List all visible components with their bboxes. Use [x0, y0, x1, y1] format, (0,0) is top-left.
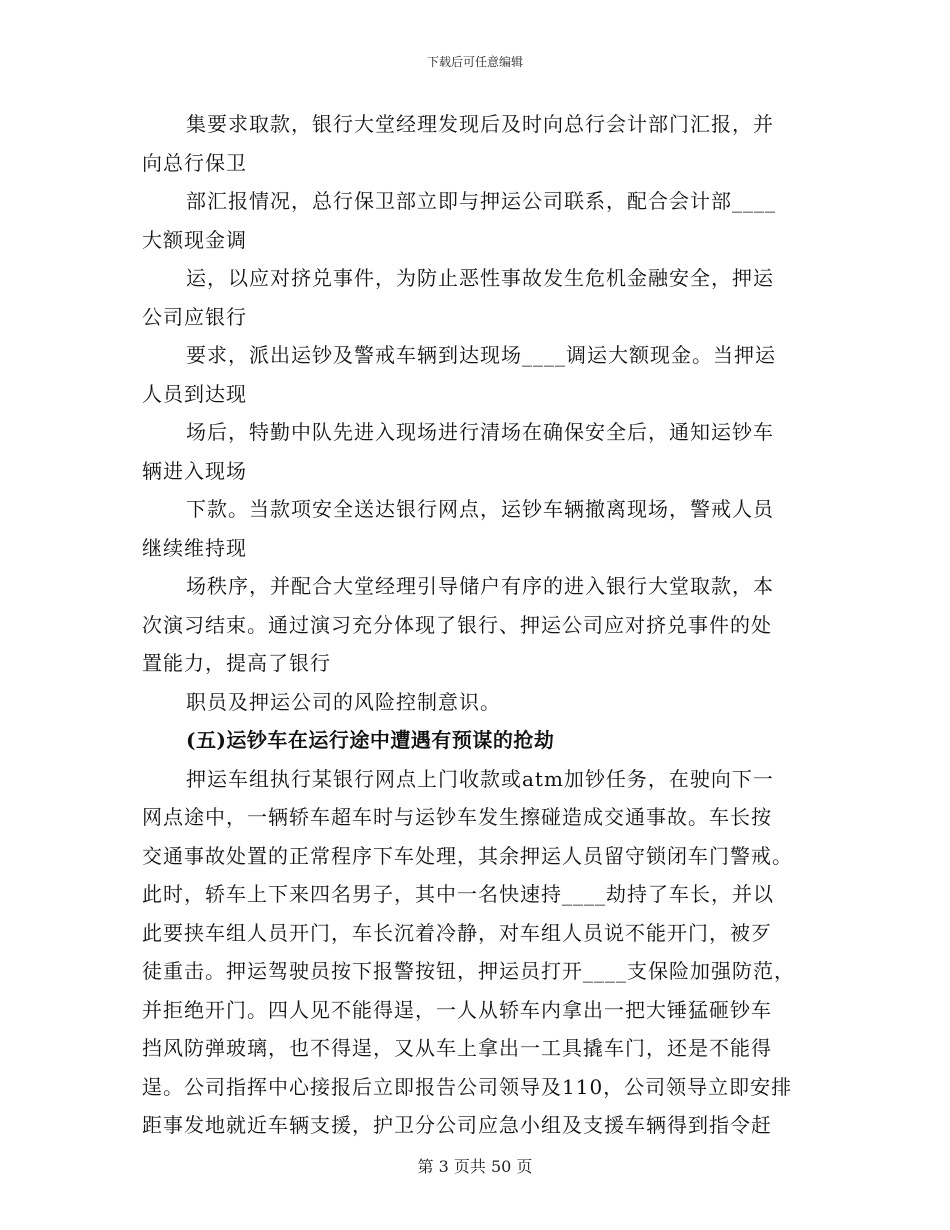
- text-line: 职员及押运公司的风险控制意识。: [186, 689, 501, 714]
- document-body: [142, 105, 808, 1145]
- page-footer: 第 3 页共 50 页: [417, 1157, 533, 1176]
- text-line: 次演习结束。通过演习充分体现了银行、押运公司应对挤兑事件的处: [142, 612, 772, 637]
- text-line: 距事发地就近车辆支援，护卫分公司应急小组及支援车辆得到指令赶: [142, 1113, 772, 1137]
- text-line: 向总行保卫: [142, 150, 247, 175]
- text-line: 部汇报情况，总行保卫部立即与押运公司联系，配合会计部____: [186, 189, 776, 213]
- text-line: 逞。公司指挥中心接报后立即报告公司领导及110，公司领导立即安排: [142, 1074, 793, 1099]
- text-line: 人员到达现: [142, 381, 247, 406]
- text-line: 下款。当款项安全送达银行网点，运钞车辆撤离现场，警戒人员: [186, 497, 774, 521]
- text-line: 场后，特勤中队先进入现场进行清场在确保安全后，通知运钞车: [186, 420, 774, 444]
- text-line: 置能力，提高了银行: [142, 651, 331, 675]
- text-line: 公司应银行: [142, 304, 247, 329]
- text-line: 挡风防弹玻璃，也不得逞，又从车上拿出一工具撬车门，还是不能得: [142, 1036, 772, 1060]
- text-line: 集要求取款，银行大堂经理发现后及时向总行会计部门汇报，并: [186, 112, 774, 136]
- text-line: 网点途中，一辆轿车超车时与运钞车发生擦碰造成交通事故。车长按: [142, 805, 772, 829]
- section-heading: (五)运钞车在运行途中遭遇有预谋的抢劫: [186, 728, 555, 752]
- text-line: 此时，轿车上下来四名男子，其中一名快速持____劫持了车长，并以: [142, 882, 774, 906]
- text-line: 徒重击。押运驾驶员按下报警按钮，押运员打开____支保险加强防范，: [142, 959, 795, 983]
- text-line: 押运车组执行某银行网点上门收款或atm加钞任务，在驶向下一: [186, 766, 774, 791]
- text-line: 运，以应对挤兑事件，为防止恶性事故发生危机金融安全，押运: [186, 266, 774, 290]
- text-line: 此要挟车组人员开门，车长沉着冷静，对车组人员说不能开门，被歹: [142, 920, 772, 945]
- text-line: 场秩序，并配合大堂经理引导储户有序的进入银行大堂取款，本: [186, 574, 774, 598]
- page-header: 下载后可任意编辑: [426, 55, 523, 69]
- text-line: 辆进入现场: [142, 458, 247, 483]
- text-line: 大额现金调: [142, 227, 247, 252]
- text-line: 继续维持现: [142, 535, 247, 560]
- text-line: 要求，派出运钞及警戒车辆到达现场____调运大额现金。当押运: [186, 343, 776, 367]
- text-line: 并拒绝开门。四人见不能得逞，一人从轿车内拿出一把大锤猛砸钞车: [142, 997, 772, 1022]
- text-line: 交通事故处置的正常程序下车处理，其余押运人员留守锁闭车门警戒。: [142, 843, 793, 868]
